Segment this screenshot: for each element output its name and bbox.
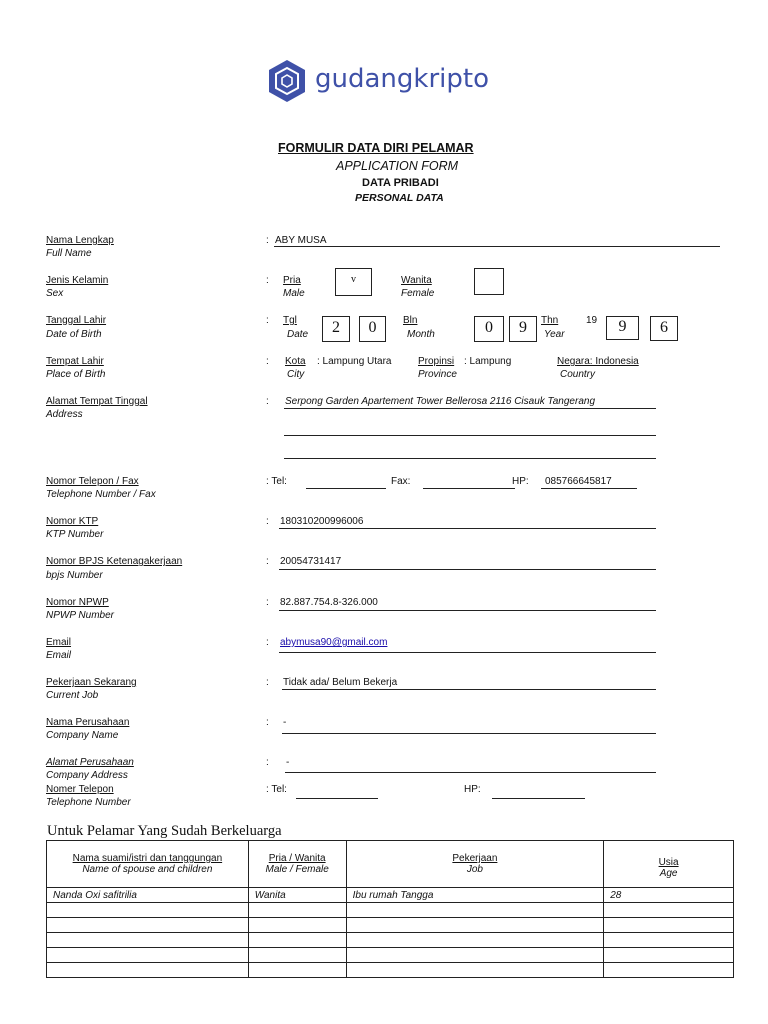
- colon: :: [266, 757, 269, 768]
- phone-fax-label: Fax:: [391, 476, 411, 487]
- bpjs-field[interactable]: 20054731417: [280, 556, 342, 567]
- dob-year-digit-3[interactable]: 9: [606, 316, 639, 340]
- phone-hp-label: HP:: [512, 476, 529, 487]
- sex-female-label-en: Female: [401, 288, 435, 299]
- company-label-en: Company Name: [46, 730, 119, 741]
- address-line-2[interactable]: [284, 435, 656, 436]
- table-cell[interactable]: [47, 963, 249, 978]
- table-cell[interactable]: [604, 963, 734, 978]
- table-row: [47, 918, 734, 933]
- pob-country-label-en: Country: [560, 369, 596, 380]
- family-col-job-label: Pekerjaan: [452, 853, 498, 864]
- dob-label: Tanggal Lahir: [46, 315, 107, 326]
- sex-male-label: Pria: [283, 275, 301, 286]
- sex-male-checkbox[interactable]: [335, 268, 372, 296]
- company-label: Nama Perusahaan: [46, 717, 130, 728]
- dob-month-label-en: Month: [407, 329, 435, 340]
- family-heading: Untuk Pelamar Yang Sudah Berkeluarga: [47, 823, 282, 839]
- bpjs-label-en: bpjs Number: [46, 570, 103, 581]
- table-row: [47, 933, 734, 948]
- pob-city-label-en: City: [287, 369, 305, 380]
- family-col-sex: [248, 841, 346, 888]
- job-label: Pekerjaan Sekarang: [46, 677, 137, 688]
- company-phone-hp-label: HP:: [464, 784, 481, 795]
- company-address-label-en: Company Address: [46, 770, 128, 781]
- pob-city-field[interactable]: : Lampung Utara: [317, 356, 392, 367]
- company-address-label: Alamat Perusahaan: [46, 757, 134, 768]
- family-table: [46, 840, 734, 978]
- dob-day-digit-2[interactable]: 0: [359, 316, 386, 342]
- address-line-1: [284, 408, 656, 409]
- family-col-name-label: Nama suami/istri dan tanggungan: [72, 853, 223, 864]
- pob-country-field[interactable]: Negara: Indonesia: [557, 356, 639, 367]
- family-col-name: [47, 841, 249, 888]
- colon: :: [266, 717, 269, 728]
- colon: :: [266, 597, 269, 608]
- dob-day-label: Tgl: [283, 315, 297, 326]
- table-row: [47, 903, 734, 918]
- sex-female-checkbox[interactable]: [474, 268, 504, 295]
- company-phone-label: Nomer Telepon: [46, 784, 114, 795]
- ktp-label: Nomor KTP: [46, 516, 99, 527]
- company-underline: [282, 733, 656, 734]
- company-address-underline: [285, 772, 656, 773]
- sex-label-en: Sex: [46, 288, 64, 299]
- family-col-job-label-en: Job: [466, 864, 483, 875]
- colon: :: [266, 356, 269, 367]
- sex-female-label: Wanita: [401, 275, 432, 286]
- pob-province-label: Propinsi: [418, 356, 455, 367]
- email-label: Email: [46, 637, 72, 648]
- phone-label-en: Telephone Number / Fax: [46, 489, 156, 500]
- phone-hp-field[interactable]: 085766645817: [545, 476, 612, 487]
- table-cell[interactable]: [346, 948, 604, 963]
- colon: :: [266, 275, 269, 286]
- family-col-sex-label: Pria / Wanita: [268, 853, 326, 864]
- table-cell[interactable]: [248, 933, 346, 948]
- full-name-label: Nama Lengkap: [46, 235, 114, 246]
- full-name-field[interactable]: ABY MUSA: [275, 235, 327, 246]
- table-cell[interactable]: [346, 903, 604, 918]
- company-address-field[interactable]: -: [286, 757, 290, 768]
- bpjs-underline: [279, 569, 656, 570]
- company-phone-label-en: Telephone Number: [46, 797, 131, 808]
- colon: :: [266, 315, 269, 326]
- colon: :: [266, 637, 269, 648]
- pob-province-field[interactable]: : Lampung: [464, 356, 512, 367]
- phone-fax-field[interactable]: [423, 488, 515, 489]
- npwp-label-en: NPWP Number: [46, 610, 114, 621]
- colon: :: [266, 235, 269, 246]
- address-field[interactable]: Serpong Garden Apartement Tower Bellerosa 2116 Cisauk Tangerang: [285, 396, 596, 407]
- table-cell[interactable]: [248, 963, 346, 978]
- table-cell[interactable]: [47, 918, 249, 933]
- job-underline: [282, 689, 656, 690]
- company-field[interactable]: -: [283, 717, 287, 728]
- brand-name: gudangkripto: [315, 64, 489, 94]
- ktp-label-en: KTP Number: [46, 529, 104, 540]
- phone-label: Nomor Telepon / Fax: [46, 476, 139, 487]
- table-cell[interactable]: [604, 948, 734, 963]
- pob-label: Tempat Lahir: [46, 356, 104, 367]
- full-name-underline: [274, 246, 720, 247]
- table-cell[interactable]: [47, 933, 249, 948]
- colon: :: [266, 396, 269, 407]
- dob-label-en: Date of Birth: [46, 329, 102, 340]
- dob-day-digit-1[interactable]: 2: [322, 316, 350, 342]
- dob-year-label-en: Year: [544, 329, 565, 340]
- table-row: [47, 948, 734, 963]
- address-line-3[interactable]: [284, 458, 656, 459]
- gudangkripto-logo-icon: [265, 58, 309, 104]
- family-col-name-label-en: Name of spouse and children: [82, 864, 213, 875]
- family-col-age-label-en: Age: [659, 868, 678, 879]
- dob-month-label: Bln: [403, 315, 418, 326]
- dob-year-digit-4[interactable]: 6: [650, 316, 678, 341]
- address-label-en: Address: [46, 409, 83, 420]
- table-cell[interactable]: [604, 903, 734, 918]
- sex-male-label-en: Male: [283, 288, 305, 299]
- email-link[interactable]: abymusa90@gmail.com: [280, 637, 388, 648]
- company-phone-hp-field[interactable]: [492, 798, 585, 799]
- table-cell[interactable]: [248, 948, 346, 963]
- section-title: DATA PRIBADI: [362, 177, 439, 189]
- bpjs-label: Nomor BPJS Ketenagakerjaan: [46, 556, 183, 567]
- npwp-field[interactable]: 82.887.754.8-326.000: [280, 597, 378, 608]
- table-cell[interactable]: Wanita: [248, 888, 346, 903]
- table-cell[interactable]: [346, 918, 604, 933]
- family-col-sex-label-en: Male / Female: [265, 864, 329, 875]
- table-cell[interactable]: Nanda Oxi safitrilia: [47, 888, 249, 903]
- company-phone-tel-label: : Tel:: [266, 784, 287, 795]
- dob-month-digit-1[interactable]: 0: [474, 316, 504, 342]
- family-col-age: [604, 841, 734, 888]
- colon: :: [266, 556, 269, 567]
- table-cell[interactable]: [346, 963, 604, 978]
- pob-city-label: Kota: [285, 356, 306, 367]
- table-cell[interactable]: [604, 933, 734, 948]
- table-cell[interactable]: [47, 903, 249, 918]
- table-row: [47, 963, 734, 978]
- npwp-label: Nomor NPWP: [46, 597, 109, 608]
- colon: :: [266, 677, 269, 688]
- pob-province-label-en: Province: [418, 369, 457, 380]
- form-subtitle: APPLICATION FORM: [336, 159, 459, 173]
- sex-label: Jenis Kelamin: [46, 275, 109, 286]
- colon: :: [266, 516, 269, 527]
- phone-tel-field[interactable]: [306, 488, 386, 489]
- sex-male-check-mark: v: [351, 274, 356, 285]
- address-label: Alamat Tempat Tinggal: [46, 396, 148, 407]
- dob-year-label: Thn: [541, 315, 559, 326]
- npwp-underline: [279, 610, 656, 611]
- table-cell[interactable]: [604, 918, 734, 933]
- form-title: FORMULIR DATA DIRI PELAMAR: [278, 141, 474, 155]
- table-cell[interactable]: [248, 903, 346, 918]
- family-col-job: [346, 841, 604, 888]
- email-label-en: Email: [46, 650, 72, 661]
- full-name-label-en: Full Name: [46, 248, 92, 259]
- table-cell[interactable]: [47, 948, 249, 963]
- email-underline: [279, 652, 656, 653]
- ktp-field[interactable]: 180310200996006: [280, 516, 364, 527]
- section-title-en: PERSONAL DATA: [355, 192, 444, 204]
- dob-day-label-en: Date: [287, 329, 309, 340]
- pob-label-en: Place of Birth: [46, 369, 106, 380]
- family-col-age-label: Usia: [658, 857, 679, 868]
- table-cell[interactable]: Ibu rumah Tangga: [346, 888, 604, 903]
- ktp-underline: [279, 528, 656, 529]
- dob-year-prefix: 19: [586, 315, 598, 326]
- family-table-header: [47, 841, 734, 888]
- phone-tel-label: : Tel:: [266, 476, 287, 487]
- phone-hp-underline: [541, 488, 637, 489]
- table-cell[interactable]: 28: [604, 888, 734, 903]
- table-cell[interactable]: [248, 918, 346, 933]
- job-label-en: Current Job: [46, 690, 99, 701]
- job-field[interactable]: Tidak ada/ Belum Bekerja: [283, 677, 398, 688]
- dob-month-digit-2[interactable]: 9: [509, 316, 537, 342]
- table-cell[interactable]: [346, 933, 604, 948]
- table-row: [47, 888, 734, 903]
- company-phone-tel-field[interactable]: [296, 798, 378, 799]
